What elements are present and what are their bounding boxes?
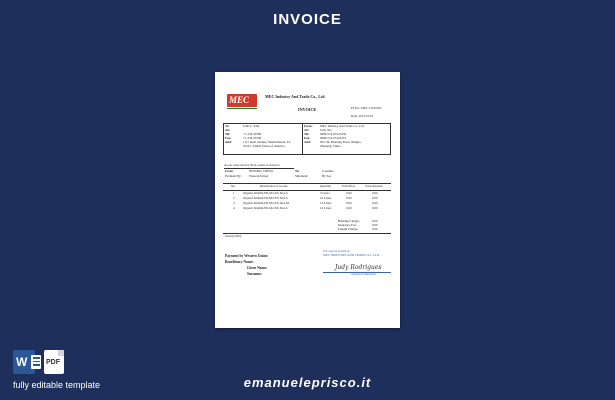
invoice-preview: MEC MEC Industry And Trade Co., Ltd. INVOICE PI No.: MEC-1501001C Date: 2015/01/01 To: John C. Kim Att: Tel: +1-234-56789 Fax: +1-234-56790 Add: 1117 Kent Avenue, Miami Beach, FL 33141, United States of America From: MEC Industry And Trade Co., Ltd. Att: Judy Xia Tel: 0086-574-65123456 Fax: 0086-574-65123457 Add: NO. 99, Huaxing Road, Ningbo, Zhejiang, China As per sales deal by Jhon comes as follows: From: NINGBO, CHINA To: Colombo Payment By: Western Union Shipment: By Sea No. Description of Goods Quantity Unit Price Total Amount 1 Organic Kishim FR-M4 XX Size S 3 Liters 0.00 0.00 2 Organic Kishim FR-M4 XX Size S 10 Liters 0.00 0.00 3 Organic Kishim FR-M4 XX Size M 15 Liters 0.00 0.00 4 Organic Kishim FR-M4 XX Size L 10 Liters 0.00 0.00 Banking Charge: 0.00 Insurance Fee: 0.00 Freight Charge: 0.00 Total (USD): Payment by Western Union: Beneficiary Name: Given Name: Surname: For and on behalf of MEC INDUSTRY AND TRADE CO., LTD. Judy Rodrigues Authorized Signature(s) (215, 72, 400, 328)
pi-number: PI No.: MEC-1501001C (351, 106, 383, 110)
total-label: Total (USD): (225, 234, 242, 238)
pdf-file-icon: PDF (44, 350, 64, 374)
template-caption: fully editable template (13, 380, 101, 390)
page-title: INVOICE (273, 11, 342, 28)
website-link[interactable]: emanueleprisco.it (243, 375, 372, 390)
logo-mark: MEC (229, 95, 250, 105)
company-name: MEC Industry And Trade Co., Ltd. (265, 94, 326, 99)
terms-note: As per sales deal by Jhon comes as follows: (224, 163, 280, 167)
invoice-doc-title: INVOICE (298, 107, 317, 112)
signature: Judy Rodrigues (335, 264, 382, 271)
to-name: John C. Kim (243, 124, 260, 128)
word-file-icon: W (13, 350, 35, 374)
company-logo (227, 94, 257, 107)
invoice-date: Date: 2015/01/01 (351, 114, 374, 118)
